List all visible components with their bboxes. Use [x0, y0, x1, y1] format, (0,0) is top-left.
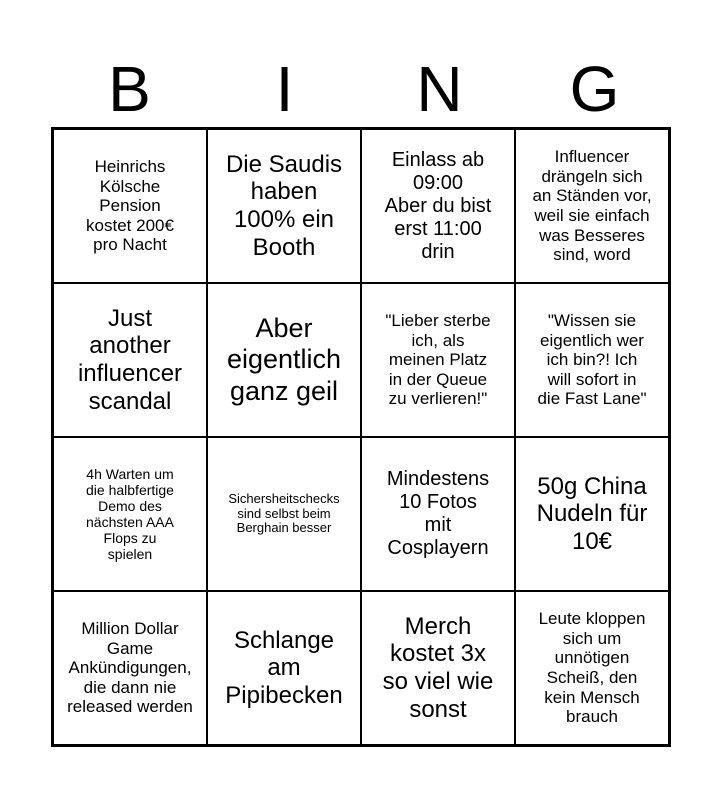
bingo-cell[interactable]: [53, 591, 207, 745]
header-letter-n: N: [416, 53, 463, 125]
cell-text: Sichersheitschecks sind selbst beim Berghain besser: [228, 490, 340, 536]
bingo-cell[interactable]: [361, 591, 515, 745]
bingo-cell[interactable]: [515, 591, 669, 745]
bingo-cell[interactable]: [515, 283, 669, 437]
cell-text: Einlass ab 09:00 Aber du bist erst 11:00 drin: [384, 148, 492, 263]
bingo-cell[interactable]: [207, 437, 361, 591]
bingo-cell[interactable]: [207, 283, 361, 437]
bingo-cell[interactable]: [361, 437, 515, 591]
bingo-cell[interactable]: [515, 129, 669, 283]
cell-text: 4h Warten um die halbfertige Demo des nächsten AAA Flops zu spielen: [86, 465, 174, 563]
bingo-cell[interactable]: [207, 591, 361, 745]
bingo-cell[interactable]: [361, 283, 515, 437]
cell-text: 50g China Nudeln für 10€: [536, 472, 648, 555]
bingo-grid: [51, 127, 671, 747]
cell-text: Schlange am Pipibecken: [225, 626, 343, 709]
header-letter-i: I: [275, 53, 294, 125]
bingo-header: [52, 50, 672, 128]
cell-text: Mindestens 10 Fotos mit Cosplayern: [386, 468, 490, 559]
bingo-cell[interactable]: [361, 129, 515, 283]
cell-text: "Wissen sie eigentlich wer ich bin?! Ich will sofort in die Fast Lane": [537, 311, 647, 409]
cell-text: Leute kloppen sich um unnötigen Scheiß, den kein Mensch brauch: [538, 609, 646, 727]
bingo-cell[interactable]: [53, 437, 207, 591]
header-letter-b: B: [108, 53, 151, 125]
cell-text: Million Dollar Game Ankündigungen, die dann nie released werden: [67, 619, 193, 717]
cell-text: "Lieber sterbe ich, als meinen Platz in der Queue zu verlieren!": [385, 311, 491, 409]
cell-text: Merch kostet 3x so viel wie sonst: [382, 612, 494, 723]
cell-text: Heinrichs Kölsche Pension kostet 200€ pro Nacht: [86, 157, 174, 255]
cell-text: Aber eigentlich ganz geil: [226, 313, 342, 406]
cell-text: Die Saudis haben 100% ein Booth: [225, 150, 343, 261]
bingo-cell[interactable]: [53, 283, 207, 437]
bingo-cell[interactable]: [53, 129, 207, 283]
cell-text: Just another influencer scandal: [77, 304, 183, 415]
bingo-cell[interactable]: [515, 437, 669, 591]
header-letter-g: G: [569, 53, 620, 125]
bingo-cell[interactable]: [207, 129, 361, 283]
cell-text: Influencer drängeln sich an Ständen vor, weil sie einfach was Besseres sind, word: [532, 147, 652, 265]
